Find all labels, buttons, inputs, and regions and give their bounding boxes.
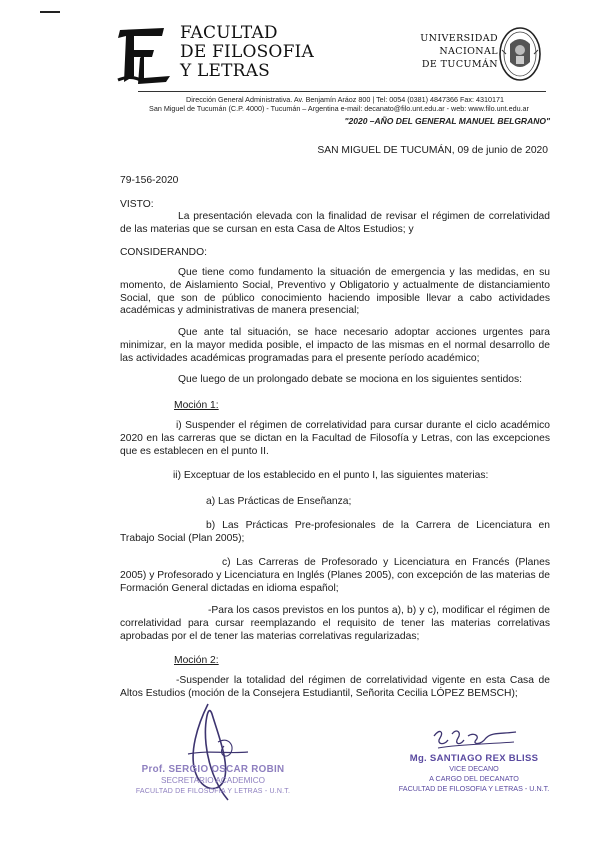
mocion-1-heading: Moción 1: [174,400,219,411]
university-name-line1: UNIVERSIDAD [420,33,498,44]
visto-paragraph: La presentación elevada con la finalidad de revisar el régimen de correlatividad de las materias que se cursan en esta Casa de Altos Estudios; y [120,211,550,235]
mocion-1-item-i: i) Suspender el régimen de correlatividad para cursar durante el ciclo académico 2020 en las carreras que se dictan en la Facultad de Filosofía y Letras, con las excepciones que es establecen en el punto II. [120,420,550,457]
left-stamp-name: Prof. SERGIO OSCAR ROBIN [141,764,285,775]
right-signature [430,722,520,754]
university-seal-icon [498,26,542,82]
mocion-2-heading: Moción 2: [174,655,219,666]
considerando-paragraph-2: Que ante tal situación, se hace necesario adoptar acciones urgentes para minimizar, en la mayor medida posible, el impacto de las mismas en el normal desarrollo de las actividades académicas programadas para el presente período académico; [120,327,550,364]
mocion-1-item-ii: ii) Exceptuar de los establecido en el punto I, las siguientes materias: [173,470,489,481]
right-stamp-org: FACULTAD DE FILOSOFIA Y LETRAS - U.N.T. [398,784,550,793]
document-date: SAN MIGUEL DE TUCUMÁN, 09 de junio de 2020 [317,145,548,156]
exception-item-b: b) Las Prácticas Pre-profesionales de la Carrera de Licenciatura en Trabajo Social (Plan 2005); [120,520,550,544]
faculty-logo-icon [114,24,174,86]
considerando-heading: CONSIDERANDO: [120,247,207,258]
right-stamp-title: VICE DECANO [449,764,499,773]
address-line-2: San Miguel de Tucumán (C.P. 4000) - Tucumán – Argentina e-mail: decanato@filo.unt.edu.ar - web: www.filo.unt.edu.ar [149,104,529,113]
left-stamp-title: SECRETARIO ACADEMICO [160,776,266,785]
year-motto: "2020 –AÑO DEL GENERAL MANUEL BELGRANO" [344,116,550,126]
exception-item-a: a) Las Prácticas de Enseñanza; [206,496,352,507]
left-stamp [118,764,308,797]
faculty-name [180,24,314,81]
top-margin-mark [40,11,60,13]
university-name [388,32,498,71]
right-stamp-subtitle: A CARGO DEL DECANATO [429,774,519,783]
university-name-line3: DE TUCUMÁN [421,59,498,70]
faculty-name-line1: FACULTAD [180,23,278,43]
header-rule [138,91,546,92]
mocion-2-paragraph: -Suspender la totalidad del régimen de correlatividad vigente en esta Casa de Altos Estudios (moción de la Consejera Estudiantil, Señorita Cecilia LÓPEZ BEMSCH); [120,675,550,699]
exception-item-c: c) Las Carreras de Profesorado y Licenciatura en Francés (Planes 2005) y Profesorado y Licenciatura en Inglés (Planes 2005), con excepción de las materias de Formación General dictadas en idioma español; [120,557,550,594]
right-stamp [396,754,552,794]
visto-heading: VISTO: [120,199,154,210]
considerando-paragraph-1: Que tiene como fundamento la situación de emergencia y las medidas, en su momento, de Aislamiento Social, Preventivo y Obligatorio y actualmente de distanciamiento Social, que son de público conocimiento haciendo imposible llevar a cabo actividades académicas y administrativas de manera presencial; [120,267,550,317]
exception-modification-paragraph: -Para los casos previstos en los puntos a), b) y c), modificar el régimen de correlatividad para cursar reemplazando el requisito de tener las materias correlativas aprobadas por el de tener las materias correlativas regularizadas; [120,605,550,642]
reference-number: 79-156-2020 [120,175,179,186]
address-line-1: Dirección General Administrativa. Av. Benjamín Aráoz 800 | Tel: 0054 (0381) 4847366 Fax: 4310171 [186,95,504,104]
considerando-paragraph-3: Que luego de un prolongado debate se mociona en los siguientes sentidos: [178,374,523,385]
university-name-line2: NACIONAL [439,46,498,57]
faculty-name-line3: Y LETRAS [180,61,270,81]
faculty-name-line2: DE FILOSOFIA [180,42,314,62]
left-stamp-org: FACULTAD DE FILOSOFIA Y LETRAS - U.N.T. [135,788,291,795]
right-stamp-name: Mg. SANTIAGO REX BLISS [409,753,539,764]
